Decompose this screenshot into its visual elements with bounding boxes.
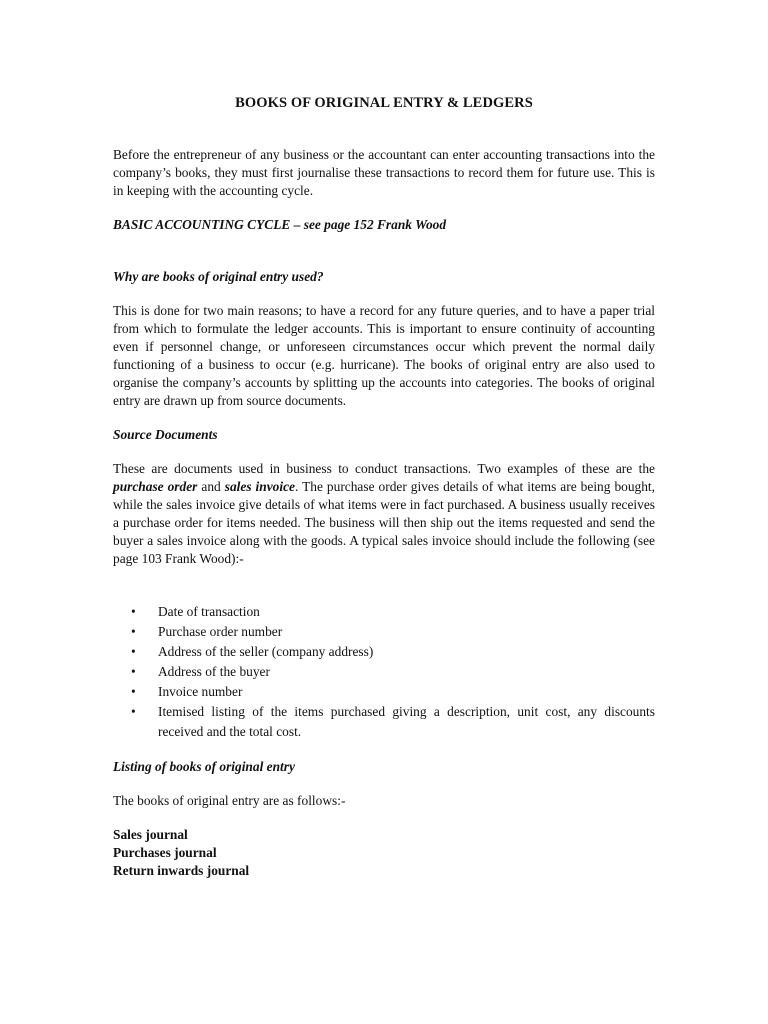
list-item-text: Address of the buyer <box>158 664 270 679</box>
list-item-text: Date of transaction <box>158 604 260 619</box>
document-page <box>113 94 655 880</box>
sales-invoice-term: sales invoice <box>224 479 295 494</box>
bullet-icon: • <box>131 644 136 659</box>
journal-sales: Sales journal <box>113 827 188 842</box>
purchase-order-term: purchase order <box>113 479 198 494</box>
bullet-icon: • <box>131 624 136 639</box>
why-heading: Why are books of original entry used? <box>113 269 324 284</box>
list-item <box>131 642 655 662</box>
list-item <box>131 602 655 622</box>
listing-heading: Listing of books of original entry <box>113 759 295 774</box>
list-item <box>131 662 655 682</box>
journal-return-inwards: Return inwards journal <box>113 863 250 878</box>
list-item-text: Itemised listing of the items purchased giving a description, unit cost, any discounts received and the total cost. <box>158 704 655 739</box>
source-documents-paragraph <box>113 460 655 568</box>
intro-paragraph: Before the entrepreneur of any business or the accountant can enter accounting transactions into the company’s books, they must first journalise these transactions to record them for future use. This is in keeping with the accounting cycle. <box>113 147 655 198</box>
journal-purchases: Purchases journal <box>113 845 217 860</box>
list-item-text: Purchase order number <box>158 624 283 639</box>
why-paragraph: This is done for two main reasons; to have a record for any future queries, and to have a paper trial from which to formulate the ledger accounts. This is important to ensure continuity of accounting even if personnel change, or unforeseen circumstances occur which prevent the normal daily functioning of a business to occur (e.g. hurricane). The books of original entry are also used to organise the company’s accounts by splitting up the accounts into categories. The books of original entry are drawn up from source documents. <box>113 303 655 408</box>
source-text-part3: . The purchase order gives details of what items are being bought, while the sales invoice give details of what items were in fact purchased. A business usually receives a purchase order for items needed. The business will then ship out the items requested and send the buyer a sales invoice along with the goods. A typical sales invoice should include the following (see page 103 Frank Wood):- <box>113 479 655 566</box>
bullet-icon: • <box>131 684 136 699</box>
invoice-items-list <box>131 602 655 742</box>
source-documents-heading: Source Documents <box>113 427 218 442</box>
list-item <box>131 682 655 702</box>
list-item <box>131 702 655 742</box>
bullet-icon: • <box>131 664 136 679</box>
list-item-text: Invoice number <box>158 684 243 699</box>
listing-intro: The books of original entry are as follows:- <box>113 793 346 808</box>
cycle-heading: BASIC ACCOUNTING CYCLE – see page 152 Frank Wood <box>113 217 447 232</box>
list-item <box>131 622 655 642</box>
bullet-icon: • <box>131 704 136 719</box>
list-item-text: Address of the seller (company address) <box>158 644 374 659</box>
source-text-part2: and <box>197 479 225 494</box>
source-text-part1: These are documents used in business to conduct transactions. Two examples of these are the <box>113 461 655 476</box>
bullet-icon: • <box>131 604 136 619</box>
document-title: BOOKS OF ORIGINAL ENTRY & LEDGERS <box>235 95 533 111</box>
